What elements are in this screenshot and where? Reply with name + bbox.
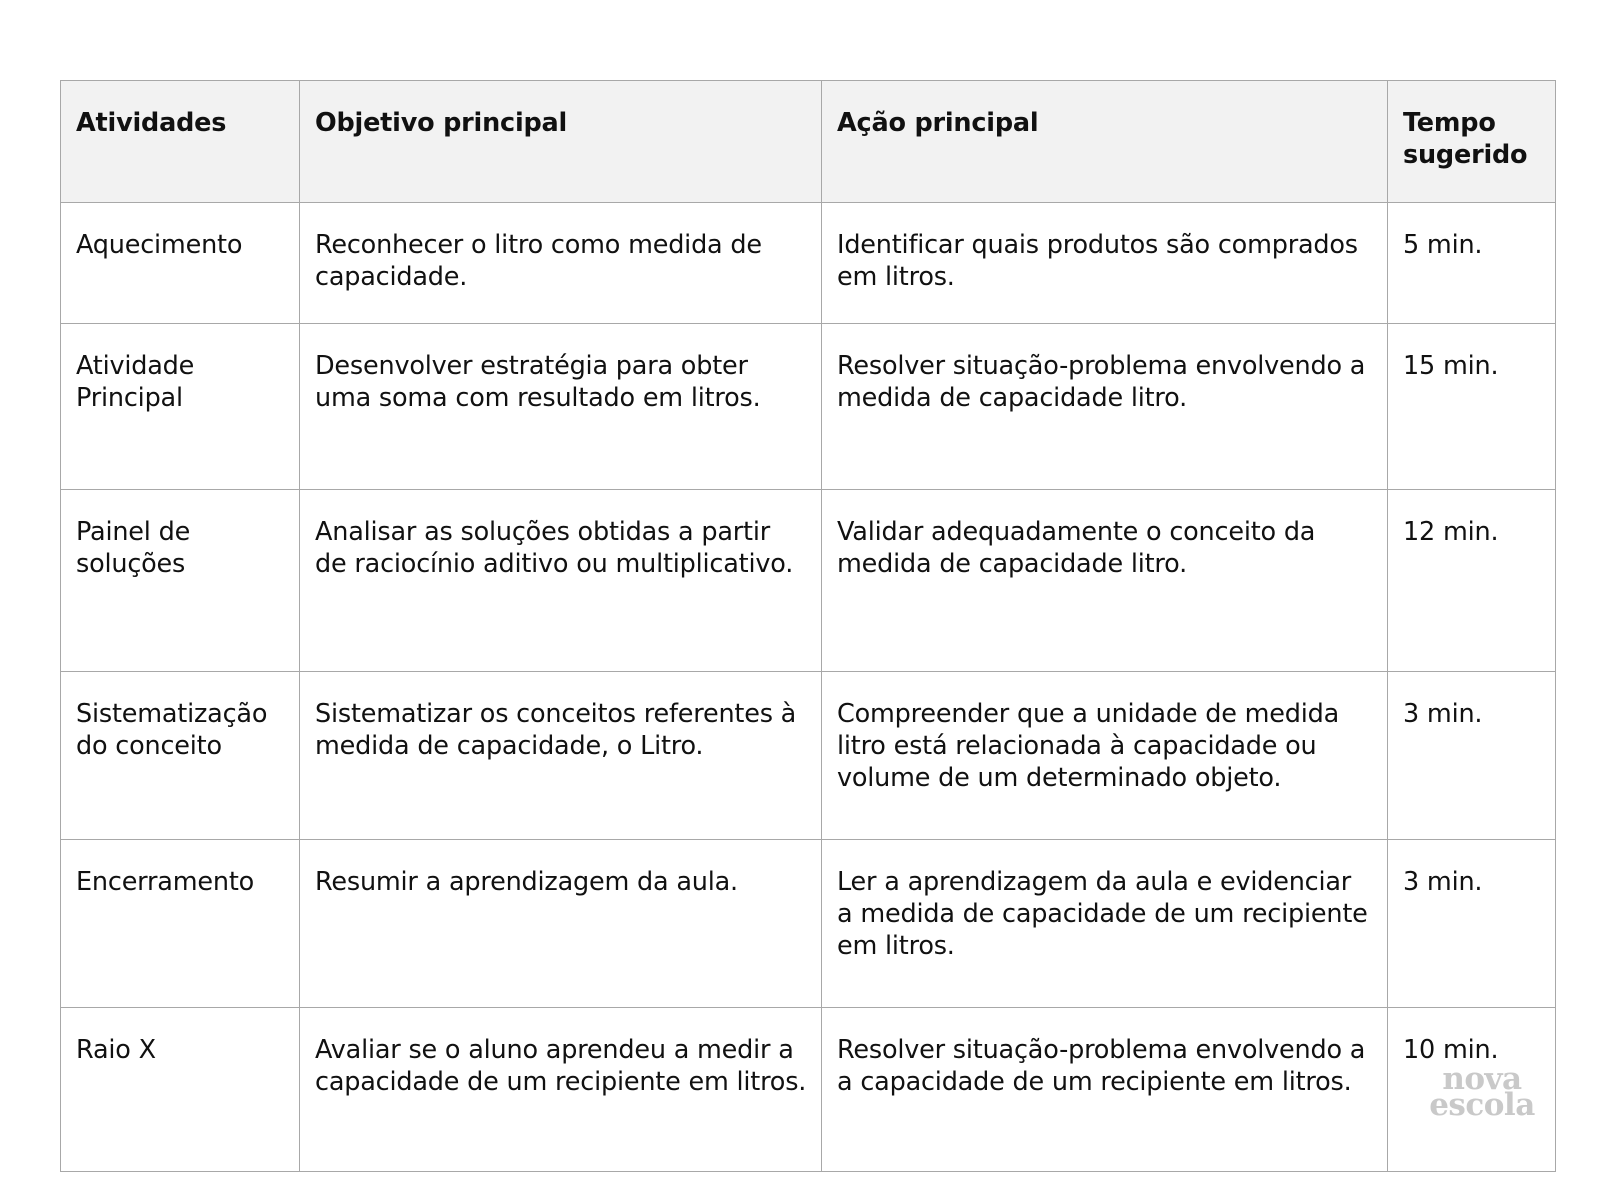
cell-atividade: Painel de soluções — [61, 490, 300, 672]
cell-tempo: 3 min. — [1388, 840, 1556, 1008]
cell-tempo: 15 min. — [1388, 324, 1556, 490]
cell-acao: Ler a aprendizagem da aula e evidenciar a medida de capacidade de um recipiente em litros. — [822, 840, 1388, 1008]
cell-objetivo: Resumir a aprendizagem da aula. — [300, 840, 822, 1008]
cell-acao: Validar adequadamente o conceito da medida de capacidade litro. — [822, 490, 1388, 672]
cell-objetivo: Desenvolver estratégia para obter uma soma com resultado em litros. — [300, 324, 822, 490]
cell-objetivo: Reconhecer o litro como medida de capacidade. — [300, 203, 822, 324]
cell-tempo: 10 min. — [1388, 1008, 1556, 1172]
table-row — [61, 840, 1556, 1008]
cell-acao: Resolver situação-problema envolvendo a a capacidade de um recipiente em litros. — [822, 1008, 1388, 1172]
cell-acao: Compreender que a unidade de medida litro está relacionada à capacidade ou volume de um determinado objeto. — [822, 672, 1388, 840]
header-acao-principal: Ação principal — [822, 81, 1388, 203]
header-objetivo-principal: Objetivo principal — [300, 81, 822, 203]
table-row — [61, 490, 1556, 672]
cell-objetivo: Analisar as soluções obtidas a partir de raciocínio aditivo ou multiplicativo. — [300, 490, 822, 672]
cell-acao: Resolver situação-problema envolvendo a medida de capacidade litro. — [822, 324, 1388, 490]
table-header-row — [61, 81, 1556, 203]
cell-acao: Identificar quais produtos são comprados em litros. — [822, 203, 1388, 324]
logo-line-1: nova — [1442, 1061, 1522, 1097]
table-row — [61, 324, 1556, 490]
cell-tempo: 3 min. — [1388, 672, 1556, 840]
cell-objetivo: Avaliar se o aluno aprendeu a medir a capacidade de um recipiente em litros. — [300, 1008, 822, 1172]
cell-atividade: Raio X — [61, 1008, 300, 1172]
cell-tempo: 12 min. — [1388, 490, 1556, 672]
cell-atividade: Encerramento — [61, 840, 300, 1008]
cell-atividade: Sistematização do conceito — [61, 672, 300, 840]
header-atividades: Atividades — [61, 81, 300, 203]
cell-atividade: Aquecimento — [61, 203, 300, 324]
cell-objetivo: Sistematizar os conceitos referentes à medida de capacidade, o Litro. — [300, 672, 822, 840]
nova-escola-logo — [1422, 1061, 1542, 1123]
table-row — [61, 1008, 1556, 1172]
cell-tempo: 5 min. — [1388, 203, 1556, 324]
table-row — [61, 203, 1556, 324]
header-tempo-sugerido: Tempo sugerido — [1388, 81, 1556, 203]
logo-line-2: escola — [1429, 1087, 1535, 1123]
table-row — [61, 672, 1556, 840]
cell-atividade: Atividade Principal — [61, 324, 300, 490]
activities-table — [60, 80, 1556, 1172]
